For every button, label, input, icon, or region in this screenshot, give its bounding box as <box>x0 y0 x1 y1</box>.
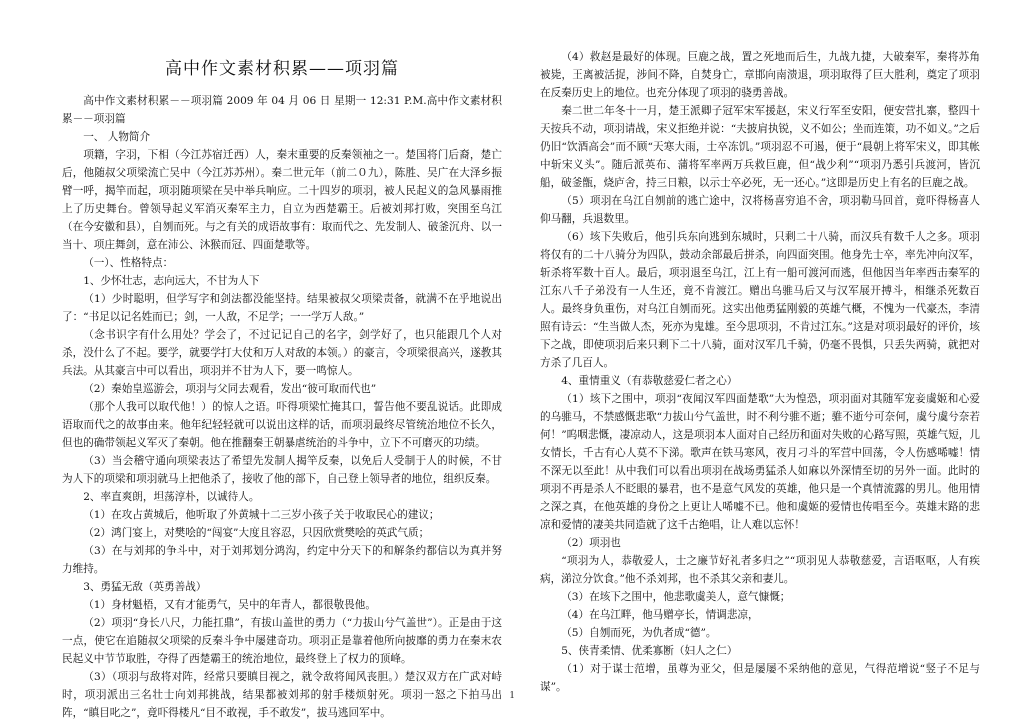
paragraph: （3）在与刘邦的争斗中，对于刘邦划分鸿沟，约定中分天下的和解条约都信以为真并努力维持。 <box>62 545 502 575</box>
paragraph: 4、重情重义（有恭敬慈爱仁者之心） <box>561 375 738 387</box>
left-column <box>62 52 502 722</box>
paragraph: （3）当会稽守通向项梁表达了希望先发制人揭竿反秦，以免后人受制于人的时候，不甘为人下的项梁和项羽就马上把他杀了，接收了他的部下，自己登上领导者的地位，组织反秦。 <box>62 455 502 485</box>
left-paragraphs <box>62 92 502 722</box>
paragraph: 5、侠青柔情、优柔寡断（妇人之仁） <box>561 645 738 657</box>
paragraph: （2）鸿门宴上，对樊哙的“闯宴”大度且容忍，只因欣赏樊哙的英武气质； <box>83 527 430 539</box>
paragraph: 3、勇猛无敌（英勇善战） <box>83 581 207 593</box>
paragraph: （2）项羽“身长八尺，力能扛鼎”，有拔山盖世的勇力（“力拔山兮气盖世”）。正是由于这一点，使它在追随叔父项梁的反秦斗争中屡建奇功。项羽正是靠着他所向披靡的勇力在秦末农民起义中节节取胜，夺得了西楚霸王的统治地位，最终登上了权力的顶峰。 <box>62 617 502 665</box>
paragraph: 项籍，字羽，下相（今江苏宿迁西）人，秦末重要的反秦领袖之一。楚国将门后裔，楚亡后，他随叔父项梁流亡吴中（今江苏苏州）。秦二世元年（前二０九），陈胜、吴广在大泽乡振臂一呼，揭竿而起，项羽随项梁在吴中举兵响应。二十四岁的项羽，被人民起义的急风暴雨推上了历史舞台。曾领导起义军消灭秦军主力，自立为西楚霸王。后被刘邦打败，突围至乌江（在今安徽和县），自刎而死。与之有关的成语故事有：取而代之、先发制人、破釜沉舟、以一当十、项庄舞剑，意在沛公、沐猴而冠、四面楚歌等。 <box>62 149 502 251</box>
paragraph: （5）项羽在乌江自刎前的逃亡途中，汉将杨喜穷追不舍，项羽勒马回首，竟吓得杨喜人仰马翻，兵退数里。 <box>540 195 980 225</box>
paragraph: （6）垓下失败后，他引兵东向逃到东城时，只剩二十八骑，而汉兵有数千人之多。项羽将仅有的二十八骑分为四队，鼓动余部最后拼杀，向四面突围。他身先士卒，率先冲向汉军，斩杀将军数十百人。最后，项羽退至乌江，江上有一船可渡河而逃，但他因当年率西击秦军的江东八千子弟没有一人生还，竟不肯渡江。赠出乌骓马后又与汉军展开搏斗，相继杀死数百人。最终身负重伤，对乌江自刎而死。这实出他勇猛刚毅的英雄气概，不愧为一代豪杰，李清照有诗云：“生当做人杰，死亦为鬼雄。至今思项羽，不肯过江东。”这是对项羽最好的评价，垓下之战，即使项羽后来只剩下二十八骑，面对汉军几千骑，仍毫不畏惧，只丢失两骑，就把对方杀了几百人。 <box>540 231 980 369</box>
page-title: 高中作文素材积累——项羽篇 <box>165 59 399 79</box>
paragraph: （5）自刎而死，为仇者成“德”。 <box>561 627 717 639</box>
paragraph: （1）对于谋士范增，虽尊为亚父，但是屡屡不采纳他的意见，气得范增说“竖子不足与谋”。 <box>540 663 980 693</box>
paragraph: （一）、性格特点： <box>83 257 174 269</box>
paragraph: （1）垓下之围中，项羽“夜闻汉军四面楚歌”大为惶恐，项羽面对其随军宠妾虞姬和心爱的乌骓马，不禁感慨悲歌“力拔山兮气盖世，时不利兮骓不逝；骓不逝兮可奈何，虞兮虞兮奈若何！”呜咽悲慨，凄凉动人，这是项羽本人面对自己经历和面对失败的心路写照，英雄气短，儿女情长，千古有心人莫不下涕。歌声在铁马寒风，夜月刁斗的军营中回荡，令人伤感唏嘘！情不深无以至此！从中我们可以看出项羽在战场勇猛杀人如麻以外深情至切的另外一面。此时的项羽不再是杀人不眨眼的暴君，也不是意气风发的英雄，他只是一个真情流露的男儿。他用情之深之真，在他英雄的身份之上更让人唏嘘不已。他和虞姬的爱情也传唱至今。英雄末路的悲凉和爱情的凄美共同造就了这千古绝唱，让人难以忘怀！ <box>540 393 980 531</box>
paragraph: （1）在攻占黄城后，他听取了外黄城十二三岁小孩子关于收取民心的建议； <box>83 509 440 521</box>
paragraph: “项羽为人，恭敬爱人，士之廉节好礼者多归之”“项羽见人恭敬慈爱，言语呕呕，人有疾病，涕泣分饮食。”他不杀刘邦，也不杀其父亲和妻儿。 <box>540 555 980 585</box>
paragraph: 1、少怀壮志，志向远大，不甘为人下 <box>83 275 260 287</box>
right-column <box>540 48 980 696</box>
paragraph: 秦二世二年冬十一月，楚王派卿子冠军宋军援赵，宋义行军至安阳，便安营扎寨，整四十天按兵不动，项羽请战，宋义拒绝并说：“夫披肩执锐，义不如公；坐而连策，功不如义。”之后仍旧“饮酒高会”而不顾“天寒大雨，士卒冻饥。”项羽忍不可遏，便于“晨朝上将军宋义，即其帐中斩宋义头”。随后派英布、蒲将军率两万兵救巨鹿，但“战少利”“项羽乃悉引兵渡河，皆沉船，破釜甑，烧庐舍，持三日粮，以示士卒必死，无一还心。”这即是历史上有名的巨鹿之战。 <box>540 105 980 189</box>
paragraph: （2）项羽也 <box>561 537 621 549</box>
paragraph: 2、率直爽朗，坦荡淳朴，以诚待人。 <box>83 491 260 503</box>
paragraph: 一、 人物简介 <box>83 131 151 143</box>
paragraph: （那个人我可以取代他！）的惊人之语。吓得项梁忙掩其口，誓告他不要乱说话。此即成语取而代之的故事由来。他年纪轻轻就可以说出这样的话，而项羽最终尽管统治地位不长久，但也的确带领起义军灭了秦朝。他在推翻秦王朝暴虐统治的斗争中，立下不可磨灭的功绩。 <box>62 401 502 449</box>
page-number: 1 <box>509 690 515 701</box>
paragraph: 高中作文素材积累－－项羽篇 2009 年 04 月 06 日 星期一 12:31 P.M.高中作文素材积累－－项羽篇 <box>62 95 502 125</box>
paragraph: （念书识字有什么用处？学会了，不过记记自己的名字，剑学好了，也只能跟几个人对杀，没什么了不起。要学，就要学打大仗和万人对敌的本领。）的豪言，令项梁很高兴，遂教其兵法。从其豪言中可以看出，项羽并不甘为人下，要一鸣惊人。 <box>62 329 502 377</box>
paragraph: （4）在乌江畔，他马赠亭长，情调悲凉， <box>561 609 759 621</box>
paragraph: （1）少时聪明，但学写字和剑法都没能坚持。结果被叔父项梁责备，就满不在乎地说出了：“书足以记名姓而已；剑，一人敌，不足学；一一学万人敌。” <box>62 293 502 323</box>
paragraph: （4）救赵是最好的体现。巨鹿之战，置之死地而后生，九战九捷，大破秦军，秦将苏角被毙，王离被活捉，涉间不降，自焚身亡，章邯向南溃退，项羽取得了巨大胜利，奠定了项羽在反秦历史上的地位。也充分体现了项羽的骁勇善战。 <box>540 51 980 99</box>
paragraph: （3）在垓下之围中，他悲歌虞美人，意气慷慨； <box>561 591 791 603</box>
paragraph: （1）身材魁梧，又有才能勇气，吴中的年青人，都很敬畏他。 <box>83 599 376 611</box>
paragraph: （3）（项羽与敌将对阵，经常只要瞋目视之，就令敌将闻风丧胆。）楚汉双方在广武对峙时，项羽派出三名壮士向刘邦挑战，结果都被刘邦的射手楼烦射死。项羽一怒之下拍马出阵，“瞋目叱之”，竟吓得楼凡“目不敢视，手不敢发”，拔马逃回军中。 <box>62 671 502 719</box>
paragraph: （2）秦始皇巡游会，项羽与父同去观看，发出“彼可取而代也” <box>83 383 377 395</box>
